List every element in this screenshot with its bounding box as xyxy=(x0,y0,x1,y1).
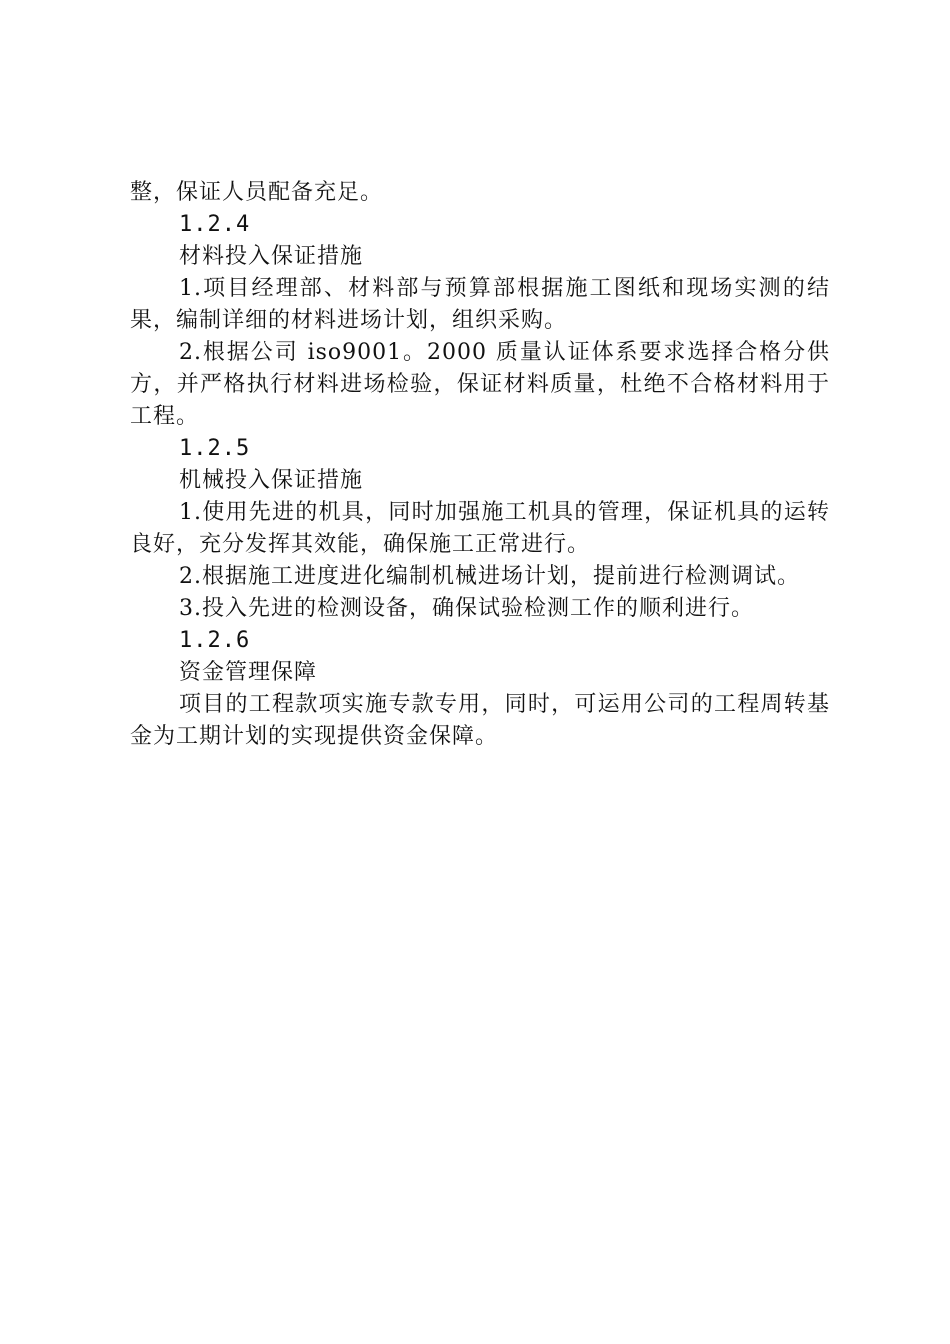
section-heading-machinery: 机械投入保证措施 xyxy=(179,468,364,493)
section-number-1-2-4: 1.2.4 xyxy=(179,212,251,237)
paragraph-continuation: 整，保证人员配备充足。 xyxy=(130,180,384,205)
section-number-1-2-5: 1.2.5 xyxy=(179,436,251,461)
section-heading-materials: 材料投入保证措施 xyxy=(179,244,364,269)
paragraph-materials-1: 1.项目经理部、材料部与预算部根据施工图纸和现场实测的结果，编制详细的材料进场计划，组织采购。 xyxy=(130,276,830,333)
paragraph-machinery-2: 2.根据施工进度进化编制机械进场计划，提前进行检测调试。 xyxy=(179,564,800,589)
paragraph-materials-2: 2.根据公司 iso9001。2000 质量认证体系要求选择合格分供方，并严格执行材料进场检验，保证材料质量，杜绝不合格材料用于工程。 xyxy=(130,340,830,429)
paragraph-funds: 项目的工程款项实施专款专用，同时，可运用公司的工程周转基金为工期计划的实现提供资金保障。 xyxy=(130,692,830,749)
document-body xyxy=(130,177,830,753)
section-number-1-2-6: 1.2.6 xyxy=(179,628,251,653)
paragraph-machinery-3: 3.投入先进的检测设备，确保试验检测工作的顺利进行。 xyxy=(179,596,754,621)
paragraph-machinery-1: 1.使用先进的机具，同时加强施工机具的管理，保证机具的运转良好，充分发挥其效能，确保施工正常进行。 xyxy=(130,500,830,557)
section-heading-funds: 资金管理保障 xyxy=(179,660,318,685)
